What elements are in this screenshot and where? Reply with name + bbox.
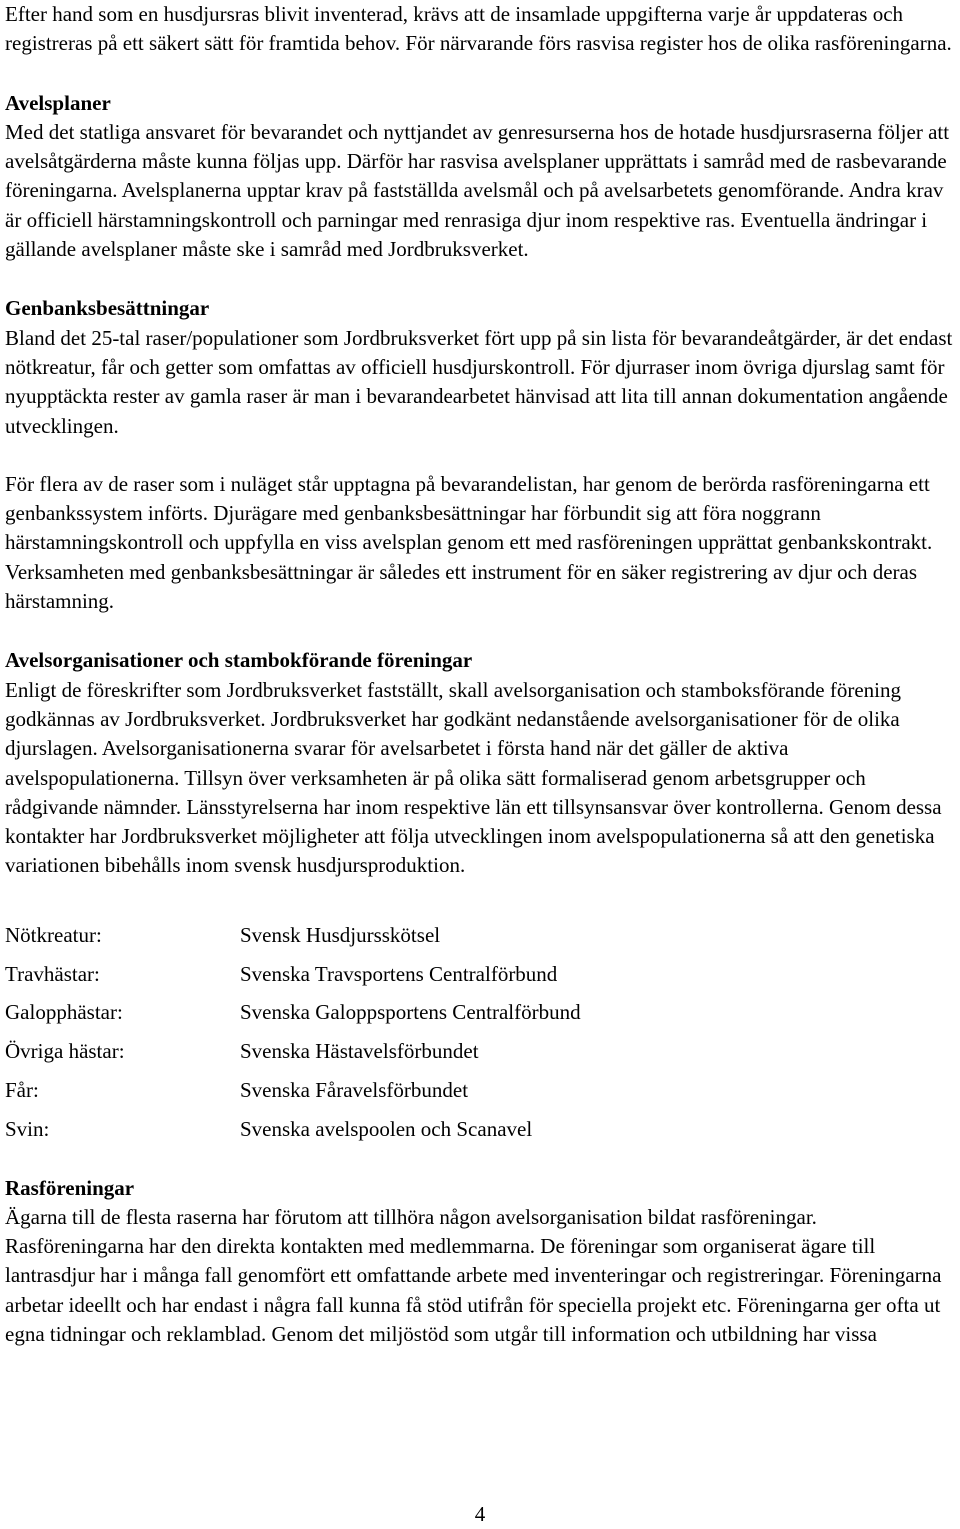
- section-heading: Avelsorganisationer och stambokförande föreningar: [5, 648, 473, 673]
- section-avelsplaner: [5, 89, 957, 265]
- section-paragraph: Ägarna till de flesta raserna har förutom att tillhöra någon avelsorganisation bildat rasföreningar. Rasföreningarna har den direkta kontakten med medlemmarna. De föreningar som organiserat ägare till lantrasdjur har i många fall genomfört ett omfattande arbete med inventeringar och registreringar. Föreningarna arbetar ideellt och har endast i några fall kunna få stöd utifrån för speciella projekt etc. Föreningarna ger ofta ut egna tidningar och reklamblad. Genom det miljöstöd som utgår till information och utbildning har vissa: [5, 1204, 942, 1346]
- section-paragraph: Bland det 25-tal raser/populationer som Jordbruksverket fört upp på sin lista för bevarandeåtgärder, är det endast nötkreatur, får och getter som omfattas av officiell husdjurskontroll. För djurraser inom övriga djurslag samt för nyupptäckta rester av gamla raser är man i bevarandearbetet hänvisad att lita till annan dokumentation angående utvecklingen.: [5, 325, 953, 438]
- spacer: [5, 616, 957, 646]
- table-row: [5, 1037, 581, 1076]
- organisation-cell: Svenska Hästavelsförbundet: [240, 1039, 479, 1064]
- organisation-cell: Svenska Travsportens Centralförbund: [240, 961, 558, 986]
- page-number: 4: [474, 1502, 486, 1526]
- spacer: [5, 264, 957, 294]
- section-paragraph: För flera av de raser som i nuläget står upptagna på bevarandelistan, har genom de berörda rasföreningarna ett genbankssystem införts. Djurägare med genbanksbesättningar har förbundit sig att föra noggrann härstamningskontroll och uppfylla en viss avelsplan genom ett med rasföreningen upprättat genbankskontrakt. Verksamheten med genbanksbesättningar är således ett instrument för en säker registrering av djur och deras härstamning.: [5, 471, 933, 614]
- section-heading: Genbanksbesättningar: [5, 296, 210, 321]
- section-heading: Rasföreningar: [5, 1175, 135, 1200]
- animal-type-cell: Galopphästar:: [5, 1000, 123, 1025]
- table-row: [5, 921, 581, 960]
- section-avelsorganisationer: [5, 646, 957, 880]
- section-paragraph: Enligt de föreskrifter som Jordbruksverket fastställt, skall avelsorganisation och stamboksförande förening godkännas av Jordbruksverket. Jordbruksverket har godkänt nedanstående avelsorganisationer för de olika djurslagen. Avelsorganisationerna svarar för avelsarbetet i första hand när det gäller de aktiva avelspopulationerna. Tillsyn över verksamheten är på olika sätt formaliserad genom arbetsgrupper och rådgivande nämnder. Länsstyrelserna har inom respektive län ett tillsynsansvar över kontrollerna. Genom dessa kontakter har Jordbruksverket möjligheter att följa utvecklingen inom avelspopulationerna så att den genetiska variationen bibehålls inom svensk husdjursproduktion.: [5, 677, 942, 878]
- table-row: [5, 960, 581, 999]
- organisation-cell: Svenska Galoppsportens Centralförbund: [240, 1000, 581, 1025]
- animal-type-cell: Övriga hästar:: [5, 1039, 125, 1064]
- section-rasforeningar: [5, 1174, 957, 1350]
- section-paragraph: Med det statliga ansvaret för bevarandet och nyttjandet av genresurserna hos de hotade husdjursraserna följer att avelsåtgärderna måste kunna följas upp. Därför har rasvisa avelsplaner upprättats i samråd med de rasbevarande föreningarna. Avelsplanerna upptar krav på fastställda avelsmål och på avelsarbetets genomförande. Andra krav är officiell härstamningskontroll och parningar med renrasiga djur inom respektive ras. Eventuella ändringar i gällande avelsplaner måste ske i samråd med Jordbruksverket.: [5, 119, 950, 262]
- table-row: [5, 998, 581, 1037]
- animal-type-cell: Får:: [5, 1077, 39, 1102]
- section-heading: Avelsplaner: [5, 90, 111, 115]
- spacer: [5, 59, 957, 89]
- section-genbank: [5, 294, 957, 616]
- animal-type-cell: Svin:: [5, 1116, 50, 1141]
- spacer: [5, 1154, 957, 1174]
- organisation-cell: Svenska avelspoolen och Scanavel: [240, 1116, 533, 1141]
- spacer: [5, 441, 957, 470]
- organisation-cell: Svensk Husdjursskötsel: [240, 922, 441, 947]
- organisation-table: [5, 921, 581, 1154]
- organisation-cell: Svenska Fåravelsförbundet: [240, 1077, 469, 1102]
- table-row: [5, 1076, 581, 1115]
- animal-type-cell: Travhästar:: [5, 961, 100, 986]
- document-page: [5, 0, 957, 1349]
- intro-paragraph: Efter hand som en husdjursras blivit inventerad, krävs att de insamlade uppgifterna varje år uppdateras och registreras på ett säkert sätt för framtida behov. För närvarande förs rasvisa register hos de olika rasföreningarna.: [5, 2, 952, 56]
- animal-type-cell: Nötkreatur:: [5, 922, 102, 947]
- spacer: [5, 881, 957, 921]
- table-row: [5, 1115, 581, 1154]
